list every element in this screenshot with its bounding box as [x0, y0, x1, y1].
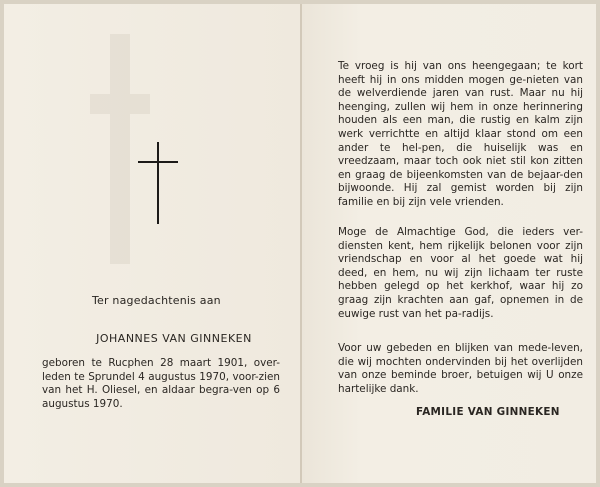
prayer-paragraph: Moge de Almachtige God, die ieders ver-diensten kent, hem rijkelijk belonen voor zijn vriendschap en voor al het goede wat hij deed, en hem, nu wij zijn lichaam ter ruste hebben gelegd op het kerkhof, waar hij zo graag zijn krachten aan gaf, opnemen in de euwige rust van het pa-radijs. — [338, 226, 583, 320]
cross-icon — [138, 142, 178, 224]
memorial-card — [4, 4, 596, 483]
deceased-name: JOHANNES VAN GINNEKEN — [96, 332, 252, 345]
memorial-caption: Ter nagedachtenis aan — [92, 294, 221, 307]
left-panel — [4, 4, 300, 483]
biography-text: geboren te Rucphen 28 maart 1901, over-leden te Sprundel 4 augustus 1970, voor-zien van het H. Oliesel, en aldaar begra-ven op 6 augustus 1970. — [42, 357, 280, 410]
tribute-paragraph: Te vroeg is hij van ons heengegaan; te kort heeft hij in ons midden mogen ge-nieten van de welverdiende jaren van rust. Maar nu hij heenging, zullen wij hem in onze herinnering houden als een man, die rustig en kalm zijn werk verrichtte en altijd klaar stond om een ander te hel-pen, die huiselijk was en vreedzaam, maar toch ook niet stil kon zitten en graag de bijeenkomsten van de bejaar-den bijwoonde. Hij zal gemist worden bij zijn familie en bij zijn vele vrienden. — [338, 60, 583, 208]
thanks-paragraph: Voor uw gebeden en blijken van mede-leven, die wij mochten ondervinden bij het overlijden van onze beminde broer, betuigen wij U onze hartelijke dank. — [338, 342, 583, 395]
family-signature: FAMILIE VAN GINNEKEN — [416, 406, 560, 418]
